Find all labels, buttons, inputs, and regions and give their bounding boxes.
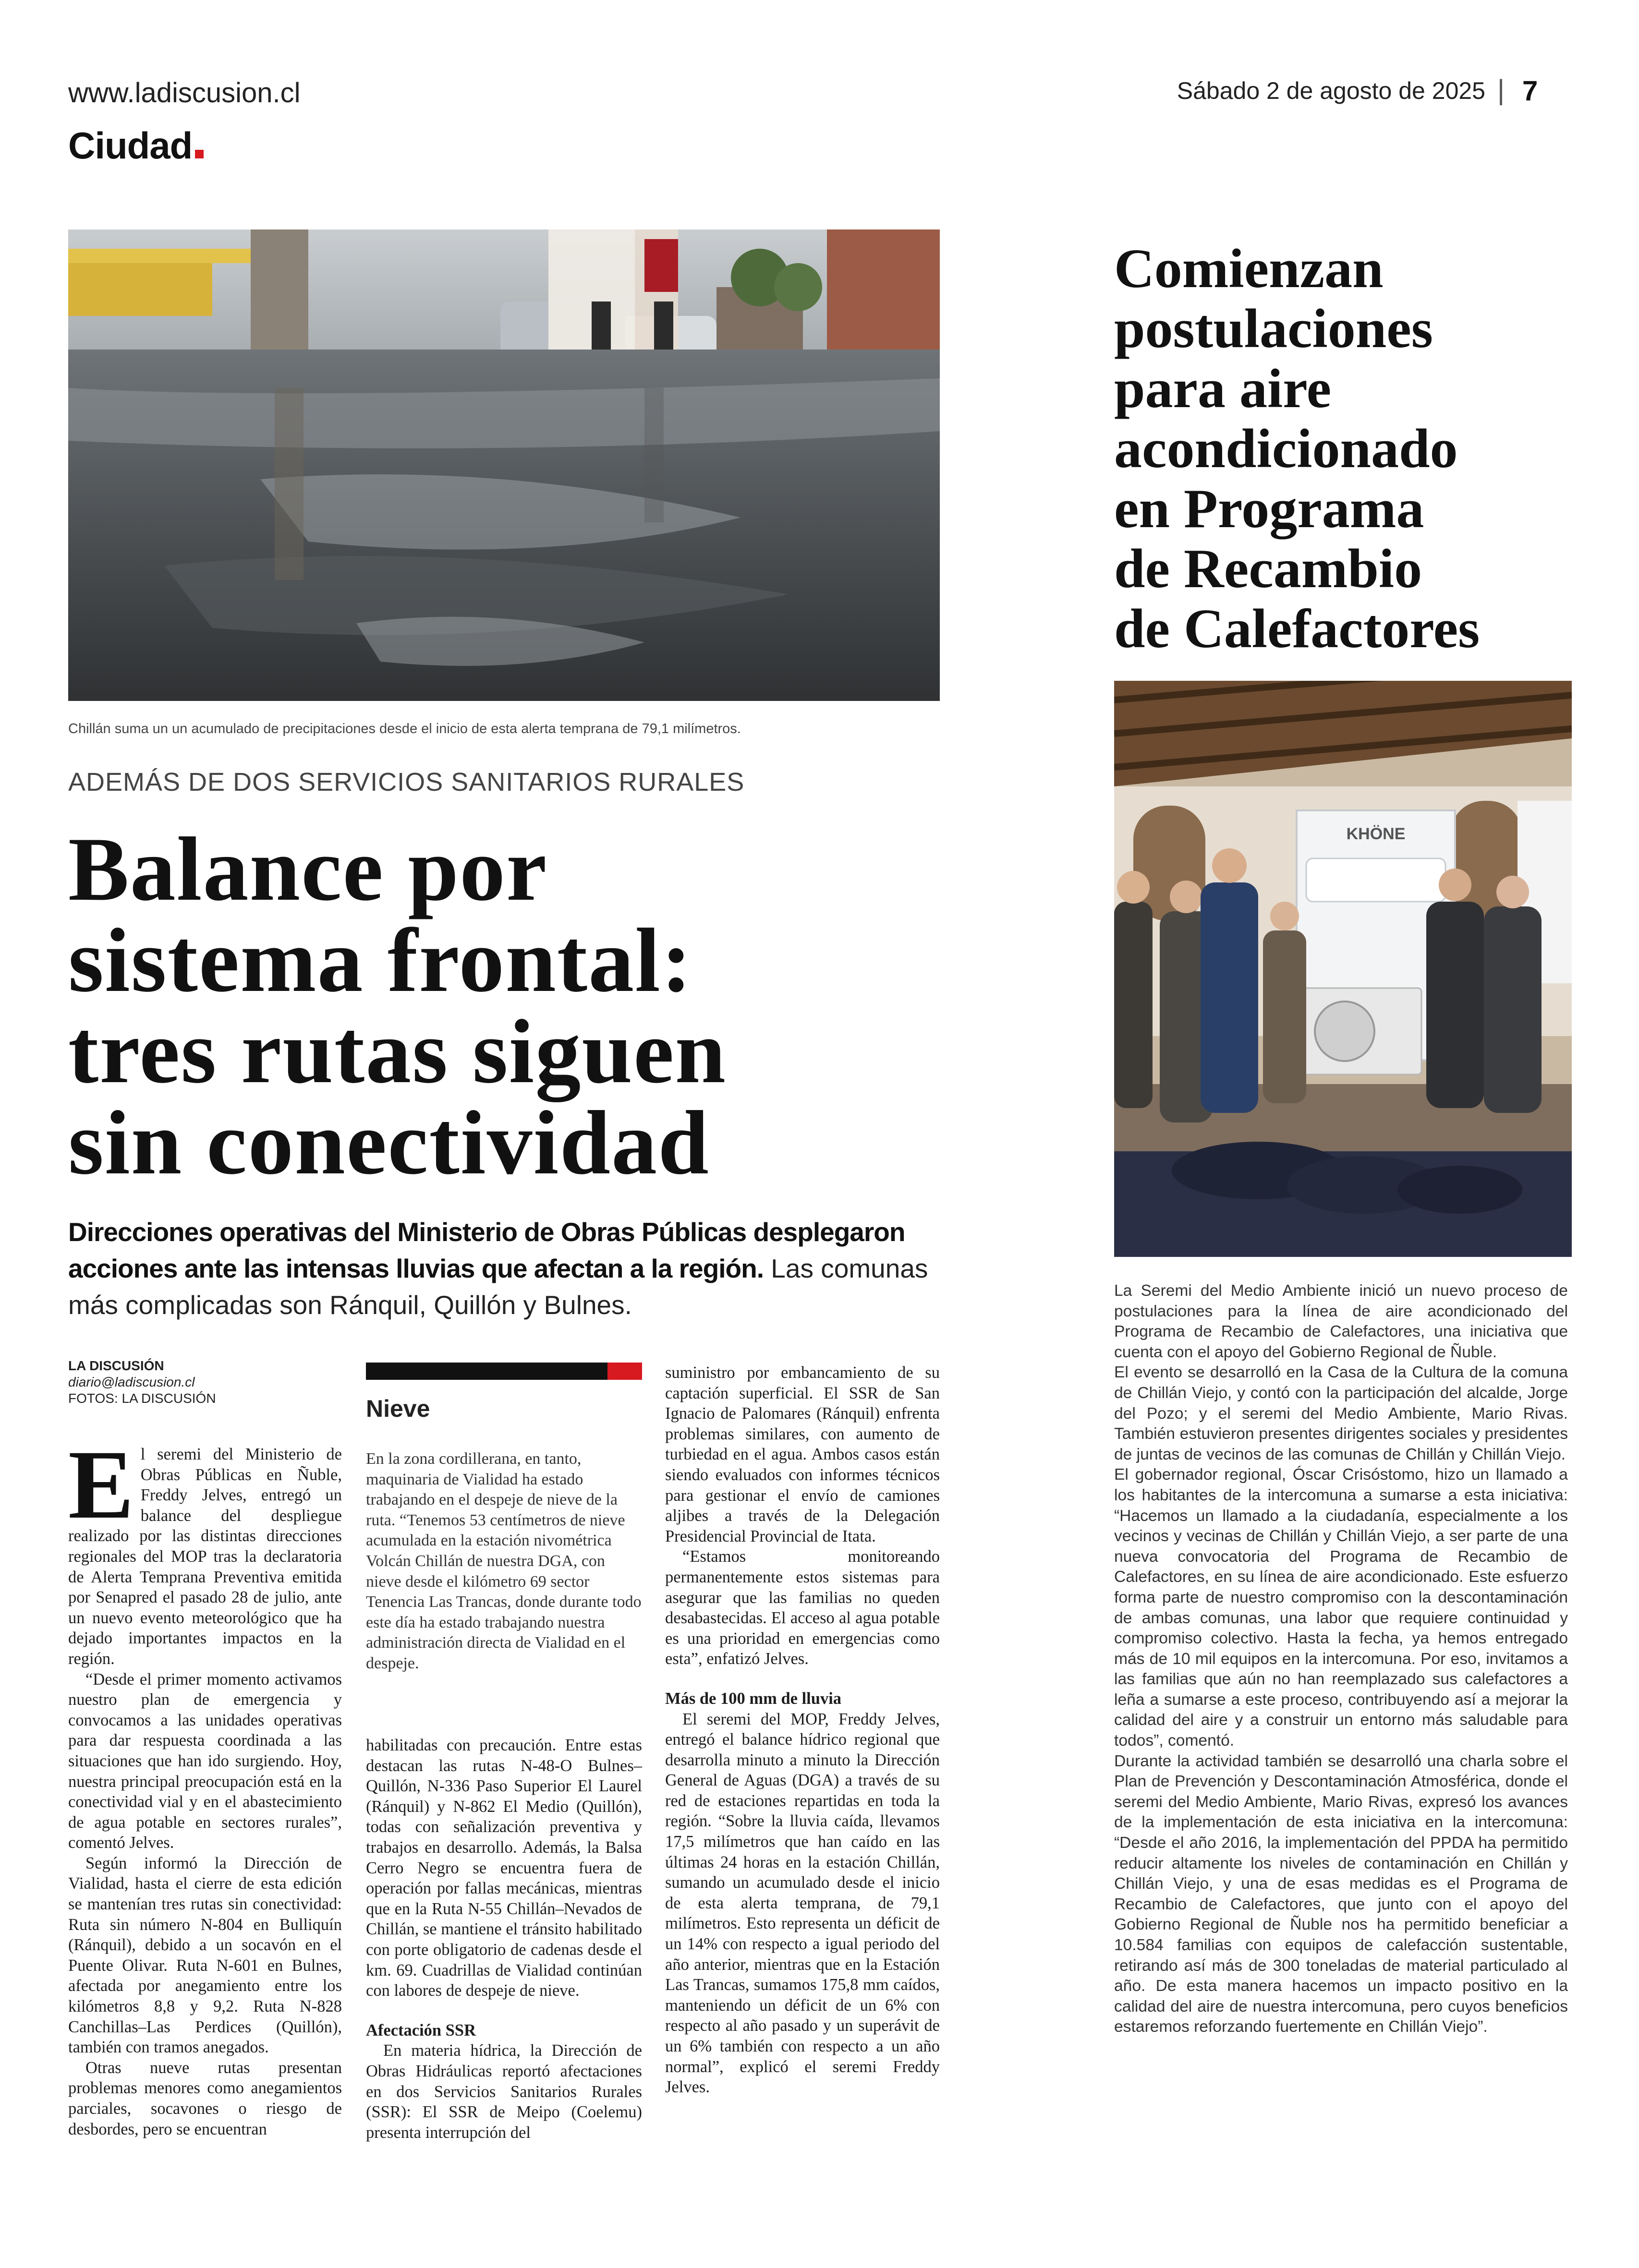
side-paragraph: El gobernador regional, Óscar Crisóstomo, hizo un llamado a los habitantes de la intercomuna a sumarse a esta iniciativa: “Hacemos un llamado a la ciudadanía, especialmente a los vecinos y vecinas de Chillán y Chillán Viejo, a ser parte de una nueva convocatoria del Programa de Recambio de Calefactores, en su línea de aire acondicionado. Este esfuerzo forma parte de nuestro compromiso con la descontaminación de ambas comunas, una labor que requiere continuidad y compromiso colectivo. Hasta la fecha, ya hemos entregado más de 10 mil equipos en la intercomuna. Por eso, invitamos a las familias que aún no han reemplazado sus calefactores a leña a sumarse a este proceso, contribuyendo así a mejorar la calidad del aire y a construir un entorno más saludable para todos”, comentó. [1114, 1466, 1568, 1750]
main-story-photo [68, 229, 940, 701]
side-paragraph: La Seremi del Medio Ambiente inició un nuevo proceso de postulaciones para la línea de aire acondicionado del Programa de Recambio de Calefactores, una iniciativa que cuenta con el apoyo del Gobierno Regional de Ñuble. [1114, 1282, 1568, 1361]
body-paragraph: “Desde el primer momento activamos nuestro plan de emergencia y convocamos a las unidades operativas para dar respuesta coordinada a las situaciones que han ido surgiendo. Hoy, nuestra principal preocupación está en la conectividad vial y en el abastecimiento de agua potable en sectores rurales”, comentó Jelves. [68, 1670, 342, 1852]
side-headline-line: acondicionado [1114, 418, 1458, 480]
side-headline-line: postulaciones [1114, 298, 1433, 360]
nieve-rule-accent [607, 1363, 642, 1380]
byline-photos: FOTOS: LA DISCUSIÓN [68, 1391, 216, 1406]
side-headline-line: de Calefactores [1114, 598, 1480, 660]
header-separator: | [1497, 74, 1505, 106]
nieve-box-text [366, 1449, 642, 1674]
site-url[interactable]: www.ladiscusion.cl [68, 77, 301, 109]
page-number: 7 [1522, 75, 1538, 107]
section-dot-icon [195, 150, 204, 158]
side-story-photo [1114, 681, 1572, 1257]
nieve-rule [366, 1363, 642, 1380]
main-headline-line-2: sistema frontal: [68, 910, 693, 1011]
subheading-lluvia: Más de 100 mm de lluvia [665, 1689, 842, 1708]
byline [68, 1358, 356, 1407]
section-title-text: Ciudad [68, 124, 193, 167]
body-paragraph-text: l seremi del Ministerio de Obras Públicas en Ñuble, Freddy Jelves, entregó un balance del despliegue realizado por las distintas direcciones regionales del MOP tras la declaratoria de Alerta Temprana Preventiva emitida por Senapred el pasado 28 de julio, ante un nuevo evento meteorológico que ha dejado importantes impactos en la región. [68, 1445, 342, 1668]
side-photo-brand-top: KHÖNE [1346, 825, 1406, 843]
main-photo-caption: Chillán suma un un acumulado de precipitaciones desde el inicio de esta alerta temprana de 79,1 milímetros. [68, 721, 741, 736]
byline-name: LA DISCUSIÓN [68, 1358, 164, 1373]
body-paragraph: “Estamos monitoreando permanentemente estos sistemas para asegurar que las familias no queden desabastecidas. El acceso al agua potable es una prioridad en emergencias como esta”, enfatizó Jelves. [665, 1547, 940, 1668]
main-headline [68, 819, 961, 1194]
side-headline-line: Comienzan [1114, 238, 1384, 300]
nieve-box-paragraph: En la zona cordillerana, en tanto, maquinaria de Vialidad ha estado trabajando en el despeje de nieve de la ruta. “Tenemos 53 centímetros de nieve acumulada en la estación nivométrica Volcán Chillán de nuestra DGA, con nieve desde el kilómetro 69 sector Tenencia Las Trancas, donde durante todo este día ha estado trabajando nuestra administración directa de Vialidad en el despeje. [366, 1450, 642, 1672]
drop-cap: E [68, 1430, 134, 1539]
side-headline-line: en Programa [1114, 478, 1424, 540]
side-paragraph: Durante la actividad también se desarrolló una charla sobre el Plan de Prevención y Descontaminación Atmosférica, donde el seremi del Medio Ambiente, Mario Rivas, expresó los avances de la implementación de esta iniciativa en la intercomuna: “Desde el año 2016, la implementación del PPDA ha permitido reducir altamente los niveles de contaminación en Chillán y Chillán Viejo, y una de esas medidas es el Programa de Recambio de Calefactores, que junto con el apoyo del Gobierno Regional de Ñuble nos ha permitido beneficiar a 10.584 familias con equipos de calefacción sustentable, retirando así más de 300 toneladas de material particulado al año. De esta manera hacemos un impacto positivo en la calidad del aire de nuestra intercomuna, pero cuyos beneficios estaremos reforzando fuertemente en Chillán Viejo”. [1114, 1752, 1568, 2036]
section-title [68, 124, 204, 168]
side-headline-line: para aire [1114, 358, 1332, 420]
main-headline-line-3: tres rutas siguen [68, 1001, 727, 1102]
main-headline-line-1: Balance por [68, 819, 548, 920]
story-lead-rest: Las comunas más complicadas son Ránquil, Quillón y Bulnes. [68, 1254, 928, 1320]
body-paragraph: En materia hídrica, la Dirección de Obras Hidráulicas reportó afectaciones en dos Servicios Sanitarios Rurales (SSR): El SSR de Meipo (Coelemu) presenta interrupción del [366, 2041, 642, 2142]
story-kicker: ADEMÁS DE DOS SERVICIOS SANITARIOS RURALES [68, 768, 745, 796]
body-column-2 [366, 1735, 642, 2143]
story-lead [68, 1214, 961, 1323]
body-paragraph: habilitadas con precaución. Entre estas destacan las rutas N-48-O Bulnes–Quillón, N-336 Paso Superior El Laurel (Ránquil) y N-862 El Medio (Quillón), todas con señalización preventiva y trabajos en desarrollo. Además, la Balsa Cerro Negro se encuentra fuera de operación por fallas mecánicas, mientras que en la Ruta N-55 Chillán–Nevados de Chillán, se mantiene el tránsito habilitado con porte obligatorio de cadenas desde el km. 69. Cuadrillas de Vialidad continúan con labores de despeje de nieve. [366, 1736, 642, 2000]
side-headline-line: de Recambio [1114, 538, 1422, 600]
byline-email[interactable]: diario@ladiscusion.cl [68, 1375, 195, 1389]
body-paragraph [68, 1430, 342, 1669]
subheading-afectacion-ssr: Afectación SSR [366, 2021, 476, 2039]
body-paragraph: Otras nueve rutas presentan problemas menores como anegamientos parciales, socavones o riesgo de desbordes, pero se encuentran [68, 2058, 342, 2138]
nieve-box-title: Nieve [366, 1395, 430, 1422]
side-story-body [1114, 1281, 1568, 2038]
side-headline [1114, 239, 1618, 659]
main-headline-line-4: sin conectividad [68, 1093, 710, 1194]
side-paragraph: El evento se desarrolló en la Casa de la Cultura de la comuna de Chillán Viejo, y contó con la participación del alcalde, Jorge del Pozo; y el seremi del Medio Ambiente, Mario Rivas. También estuvieron presentes dirigentes sociales y presidentes de juntas de vecinos de las comunas de Chillán y Chillán Viejo. [1114, 1363, 1568, 1463]
body-column-1 [68, 1430, 342, 2139]
issue-date: Sábado 2 de agosto de 2025 [1177, 77, 1485, 104]
body-column-3 [665, 1363, 940, 2098]
story-lead-bold: Direcciones operativas del Ministerio de Obras Públicas desplegaron acciones ante las intensas lluvias que afectan a la región. [68, 1217, 905, 1283]
body-paragraph: El seremi del MOP, Freddy Jelves, entregó el balance hídrico regional que desarrolla minuto a minuto la Dirección General de Aguas (DGA) a través de su red de estaciones repartidas en toda la región. “Sobre la lluvia caída, llevamos 17,5 milímetros que han caído en las últimas 24 horas en la estación Chillán, sumando un acumulado desde el inicio de esta alerta temprana, de 79,1 milímetros. Esto representa un déficit de un 14% con respecto a igual periodo del año anterior, mientras que en la Estación Las Trancas, sumamos 175,8 mm caídos, manteniendo un déficit de un 6% con respecto al año pasado y un superávit de un 6% también con respecto a un año normal”, explicó el seremi Freddy Jelves. [665, 1710, 940, 2097]
body-paragraph: Según informó la Dirección de Vialidad, hasta el cierre de esta edición se mantenían tres rutas sin conectividad: Ruta sin número N-804 en Bulliquín (Ránquil), debido a un socavón en el Puente Olivar. Ruta N-601 en Bulnes, afectada por anegamiento entre los kilómetros 8,8 y 9,2. Ruta N-828 Canchillas–Las Perdices (Quillón), también con tramos anegados. [68, 1854, 342, 2057]
body-paragraph: suministro por embancamiento de su captación superficial. El SSR de San Ignacio de Palomares (Ránquil) enfrenta problemas similares, con aumento de turbiedad en el agua. Ambos casos están siendo evaluados con informes técnicos para gestionar el envío de camiones aljibes a través de la Delegación Presidencial Provincial de Itata. [665, 1363, 940, 1545]
